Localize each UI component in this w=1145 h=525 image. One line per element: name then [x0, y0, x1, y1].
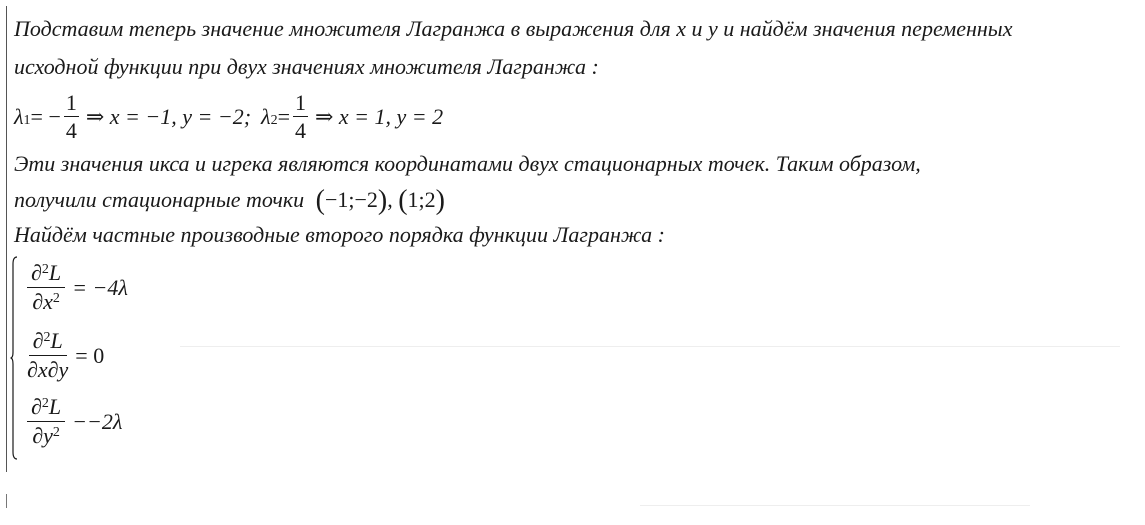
scan-artifact-line [180, 346, 1120, 347]
paren-close-1: ) [377, 185, 388, 216]
lambda1-symbol: λ [14, 104, 24, 129]
lambda1-result: ⇒ x = −1, y = −2; [85, 104, 252, 129]
dyy-fraction [27, 396, 65, 447]
lambda1-numerator: 1 [65, 90, 77, 115]
lambda1-subscript: 1 [23, 113, 31, 128]
paren-open-1: ( [315, 185, 325, 216]
lambda1-denominator: 4 [65, 118, 77, 143]
dxy-denominator: ∂x∂y [27, 357, 69, 382]
left-margin-rule [6, 6, 7, 472]
stationary-points-label: получили стационарные точки [14, 187, 305, 212]
paragraph-line-1: Подставим теперь значение множителя Лагранжа в выражения для x и y и найдём значения переменных [14, 16, 1013, 41]
dxy-rhs: = 0 [75, 342, 105, 368]
lambda1-equals: = − [30, 104, 61, 129]
lambda-values-line [14, 88, 443, 146]
paragraph-line-2: исходной функции при двух значениях множителя Лагранжа : [14, 54, 599, 79]
dyy-denominator: $\partial y^2$ [32, 423, 60, 448]
dxx-fraction [27, 262, 65, 313]
lambda2-denominator: 4 [294, 118, 306, 143]
left-margin-tick [6, 494, 7, 508]
dxx-numerator: ∂$^2$L [27, 262, 65, 288]
lambda2-equals: = [277, 104, 290, 129]
lambda2-fraction [293, 92, 308, 142]
second-derivative-xx [24, 262, 128, 313]
dyy-rhs: −−2λ [72, 408, 123, 434]
paren-close-2: ) [435, 185, 445, 216]
point-2: 1;2 [407, 187, 436, 212]
dxy-fraction [27, 330, 68, 381]
paren-open-2: ( [398, 185, 408, 216]
system-brace [10, 256, 18, 460]
points-separator: , [387, 187, 399, 212]
scan-artifact-line [640, 505, 1030, 506]
lambda2-subscript: 2 [270, 113, 278, 128]
lambda2-symbol: λ [261, 104, 271, 129]
point-1: −1;−2 [324, 187, 378, 212]
dxx-rhs: = −4λ [72, 274, 128, 300]
paragraph-line-6: Найдём частные производные второго порядка функции Лагранжа : [14, 222, 665, 247]
lambda2-result: ⇒ x = 1, y = 2 [314, 104, 444, 129]
lambda2-numerator: 1 [294, 90, 306, 115]
stationary-points [315, 185, 445, 216]
second-derivative-xy [24, 330, 104, 381]
paragraph-line-5 [14, 184, 445, 215]
dyy-numerator: ∂$^2$L [27, 396, 65, 422]
lambda1-fraction [64, 92, 79, 142]
dxx-denominator: $\partial x^2$ [32, 289, 60, 314]
paragraph-line-4: Эти значения икса и игрека являются координатами двух стационарных точек. Таким образом, [14, 151, 921, 176]
dxy-numerator: ∂$^2$L [29, 330, 67, 356]
second-derivative-yy [24, 396, 122, 447]
